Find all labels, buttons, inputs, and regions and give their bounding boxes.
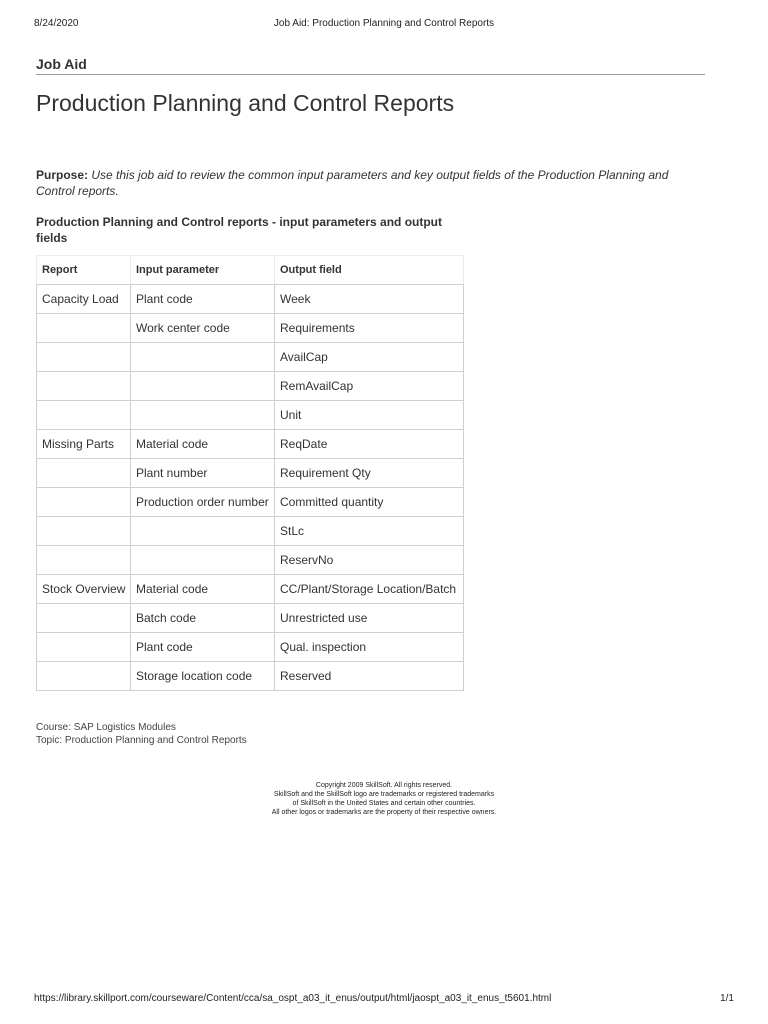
cell-input-parameter xyxy=(131,372,275,401)
table-row xyxy=(37,633,464,662)
course-info xyxy=(36,721,247,747)
table-row xyxy=(37,401,464,430)
table-row xyxy=(37,575,464,604)
table-row xyxy=(37,459,464,488)
purpose-text: Use this job aid to review the common input parameters and key output fields of the Production Planning and Control reports. xyxy=(36,168,669,198)
cell-input-parameter: Production order number xyxy=(131,488,275,517)
table-row xyxy=(37,662,464,691)
job-aid-label: Job Aid xyxy=(36,56,87,72)
cell-input-parameter: Work center code xyxy=(131,314,275,343)
cell-input-parameter: Plant number xyxy=(131,459,275,488)
table-row xyxy=(37,343,464,372)
cell-output-field: AvailCap xyxy=(275,343,464,372)
cell-input-parameter xyxy=(131,546,275,575)
cell-output-field: CC/Plant/Storage Location/Batch xyxy=(275,575,464,604)
copyright-notice xyxy=(0,781,768,817)
topic-line: Topic: Production Planning and Control Reports xyxy=(36,735,247,746)
cell-report xyxy=(37,343,131,372)
cell-input-parameter xyxy=(131,401,275,430)
print-url: https://library.skillport.com/courseware/Content/cca/sa_ospt_a03_it_enus/output/html/jaospt_a03_it_enus_t5601.html xyxy=(34,993,552,1004)
table-row xyxy=(37,314,464,343)
purpose-label: Purpose: xyxy=(36,168,89,182)
cell-report: Capacity Load xyxy=(37,285,131,314)
table-row xyxy=(37,604,464,633)
copyright-line: SkillSoft and the SkillSoft logo are trademarks or registered trademarks xyxy=(273,791,495,798)
cell-output-field: Committed quantity xyxy=(275,488,464,517)
table-title: Production Planning and Control reports - input parameters and output fields xyxy=(36,215,443,245)
cell-output-field: Requirements xyxy=(275,314,464,343)
cell-output-field: Unit xyxy=(275,401,464,430)
cell-report xyxy=(37,372,131,401)
page-title: Production Planning and Control Reports xyxy=(36,90,455,116)
table-body xyxy=(37,285,464,691)
print-date: 8/24/2020 xyxy=(34,18,79,29)
cell-report xyxy=(37,517,131,546)
header-divider xyxy=(36,74,705,75)
cell-report xyxy=(37,662,131,691)
table-row xyxy=(37,285,464,314)
table-row xyxy=(37,517,464,546)
course-line: Course: SAP Logistics Modules xyxy=(36,722,176,733)
table-header-row xyxy=(37,256,464,285)
cell-report xyxy=(37,633,131,662)
cell-report xyxy=(37,546,131,575)
cell-output-field: Reserved xyxy=(275,662,464,691)
table-row xyxy=(37,546,464,575)
cell-input-parameter xyxy=(131,517,275,546)
cell-report xyxy=(37,604,131,633)
cell-output-field: Unrestricted use xyxy=(275,604,464,633)
cell-report: Stock Overview xyxy=(37,575,131,604)
table-row xyxy=(37,488,464,517)
cell-report xyxy=(37,459,131,488)
cell-input-parameter: Plant code xyxy=(131,633,275,662)
cell-output-field: RemAvailCap xyxy=(275,372,464,401)
column-header-input-parameter: Input parameter xyxy=(131,256,275,285)
cell-output-field: Requirement Qty xyxy=(275,459,464,488)
cell-input-parameter: Material code xyxy=(131,575,275,604)
column-header-output-field: Output field xyxy=(275,256,464,285)
copyright-line: Copyright 2009 SkillSoft. All rights reserved. xyxy=(315,782,453,789)
cell-report xyxy=(37,488,131,517)
cell-report xyxy=(37,314,131,343)
cell-input-parameter: Batch code xyxy=(131,604,275,633)
cell-input-parameter: Plant code xyxy=(131,285,275,314)
cell-output-field: ReqDate xyxy=(275,430,464,459)
table-row xyxy=(37,372,464,401)
purpose-paragraph xyxy=(36,167,696,199)
cell-report: Missing Parts xyxy=(37,430,131,459)
cell-report xyxy=(37,401,131,430)
copyright-line: of SkillSoft in the United States and certain other countries. xyxy=(292,800,476,807)
parameters-table xyxy=(36,255,464,691)
cell-input-parameter: Material code xyxy=(131,430,275,459)
table-row xyxy=(37,430,464,459)
cell-output-field: ReservNo xyxy=(275,546,464,575)
cell-input-parameter xyxy=(131,343,275,372)
cell-input-parameter: Storage location code xyxy=(131,662,275,691)
cell-output-field: Week xyxy=(275,285,464,314)
cell-output-field: StLc xyxy=(275,517,464,546)
print-header xyxy=(34,18,734,32)
print-page-title: Job Aid: Production Planning and Control Reports xyxy=(273,18,495,29)
copyright-line: All other logos or trademarks are the property of their respective owners. xyxy=(271,809,497,816)
column-header-report: Report xyxy=(37,256,131,285)
cell-output-field: Qual. inspection xyxy=(275,633,464,662)
page-number: 1/1 xyxy=(720,993,734,1004)
print-footer xyxy=(34,993,734,1007)
